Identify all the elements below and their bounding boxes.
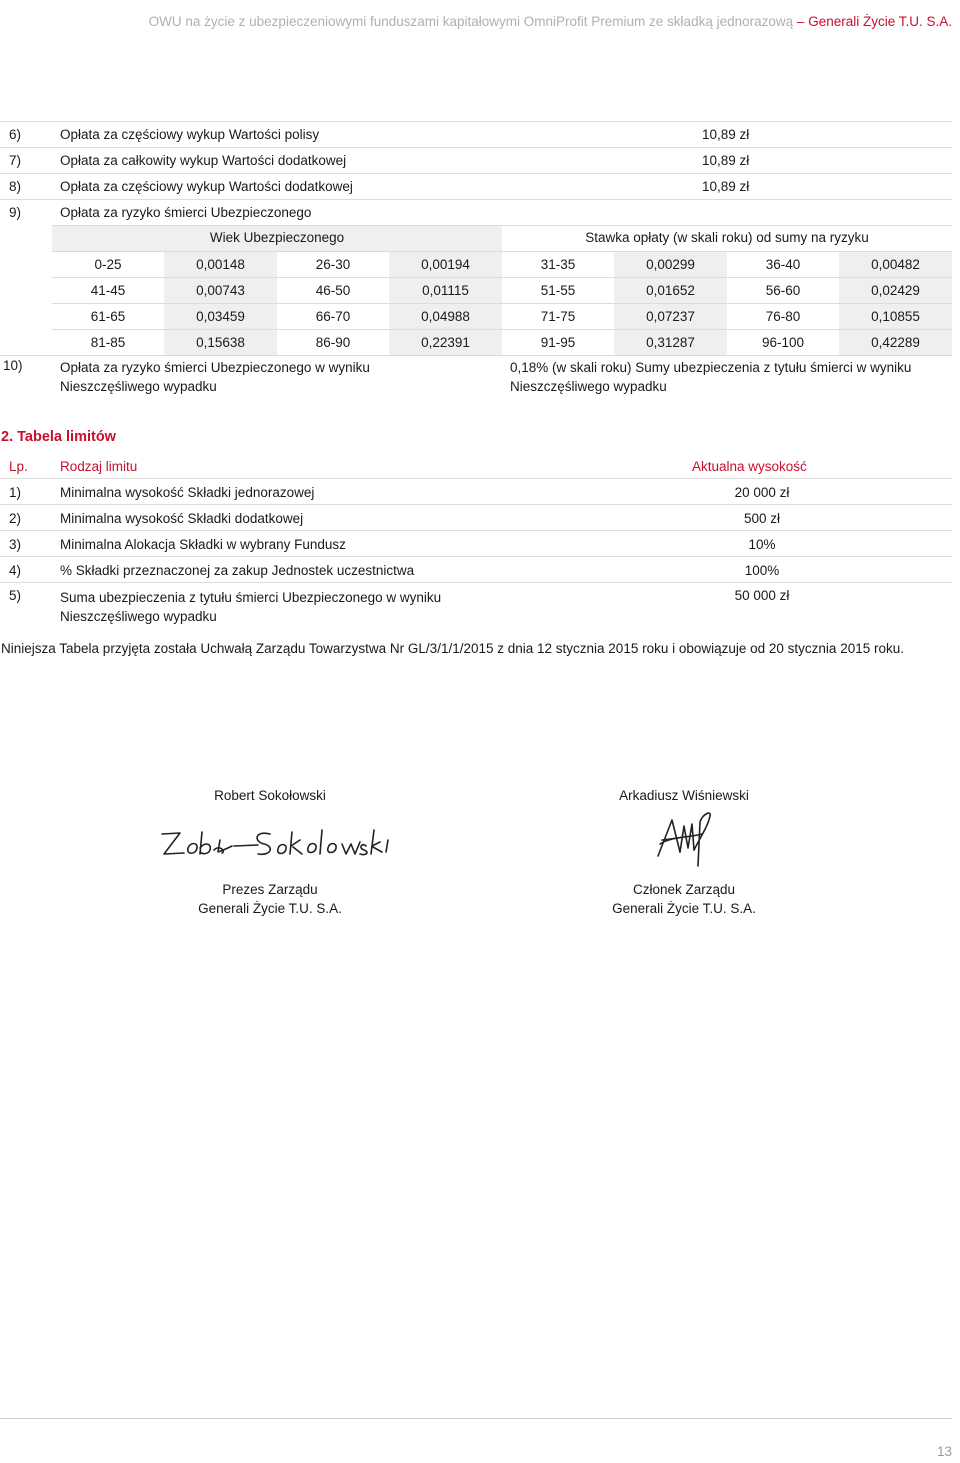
rate-cell: 0,00743 [164,278,277,303]
header-separator: – [796,14,805,29]
row-divider [0,530,952,531]
rate-cell: 0,22391 [389,330,502,355]
signatory-name: Robert Sokołowski [214,788,326,803]
fee-num: 9) [9,205,22,220]
age-range-cell: 46-50 [315,283,351,298]
closing-paragraph: Niniejsza Tabela przyjęta została Uchwałą Zarządu Towarzystwa Nr GL/3/1/1/2015 z dnia 12 stycznia 2015 roku i obowiązuje od 20 stycznia 2015 roku. [1,641,904,656]
header-doc-title: OWU na życie z ubezpieczeniowymi funduszami kapitałowymi OmniProfit Premium ze składką jednorazową [148,14,794,29]
fee-num: 10) [3,358,23,373]
limit-label: Minimalna Alokacja Składki w wybrany Fundusz [60,537,346,552]
rate-cell: 0,04988 [389,304,502,329]
rate-cell: 0,00194 [389,252,502,277]
signatory-title-left [150,880,390,918]
limit-label: Minimalna wysokość Składki jednorazowej [60,485,315,500]
rate-cell: 0,02429 [839,278,952,303]
signatory-company: Generali Życie T.U. S.A. [612,901,756,916]
limit-label [60,588,441,626]
footer-divider [0,1418,952,1419]
fee-label-line: Opłata za ryzyko śmierci Ubezpieczonego w wyniku [60,360,370,375]
limit-num: 5) [9,588,22,603]
fee-value-line: Nieszczęśliwego wypadku [510,379,667,394]
age-range-cell: 26-30 [315,257,351,272]
row-divider [0,478,952,479]
fee-num: 8) [9,179,22,194]
limits-section-title: 2. Tabela limitów [1,429,116,445]
row-divider [0,173,952,174]
row-divider [0,504,952,505]
limit-value: 50 000 zł [734,588,790,603]
signatory-role: Prezes Zarządu [222,882,318,897]
fee-num: 6) [9,127,22,142]
col-header-value: Aktualna wysokość [692,459,807,474]
limit-label: Minimalna wysokość Składki dodatkowej [60,511,304,526]
rate-cell: 0,01652 [614,278,727,303]
limit-label-line: Suma ubezpieczenia z tytułu śmierci Ubezpieczonego w wyniku [60,590,442,605]
rate-cell: 0,15638 [164,330,277,355]
age-range-cell: 36-40 [765,257,801,272]
limit-value: 20 000 zł [734,485,790,500]
signatory-role: Członek Zarządu [632,882,736,897]
signature-block-right [564,786,804,805]
fee-label-line: Nieszczęśliwego wypadku [60,379,217,394]
rate-cell: 0,31287 [614,330,727,355]
age-header: Wiek Ubezpieczonego [209,230,345,245]
row-divider [52,225,952,226]
age-range-cell: 41-45 [90,283,126,298]
row-divider [0,582,952,583]
age-range-cell: 61-65 [90,309,126,324]
limit-value: 500 zł [743,511,781,526]
limit-num: 1) [9,485,22,500]
signature-block-left [150,786,390,805]
rate-cell: 0,00299 [614,252,727,277]
limit-num: 3) [9,537,22,552]
fee-num: 7) [9,153,22,168]
fee-label: Opłata za całkowity wykup Wartości dodatkowej [60,153,347,168]
age-range-cell: 81-85 [90,335,126,350]
rate-cell: 0,07237 [614,304,727,329]
row-divider [0,355,952,356]
age-range-cell: 0-25 [94,257,122,272]
signatory-title-right [564,880,804,918]
rate-cell: 0,00148 [164,252,277,277]
fee-label [60,358,370,396]
row-divider [0,121,952,122]
age-range-cell: 86-90 [315,335,351,350]
fee-value [510,358,911,396]
limit-label-line: Nieszczęśliwego wypadku [60,609,217,624]
handwritten-signature-left [150,822,400,868]
col-header-lp: Lp. [9,459,28,474]
fee-value: 10,89 zł [702,153,750,168]
limit-value: 100% [744,563,780,578]
rate-cell: 0,10855 [839,304,952,329]
row-divider [0,147,952,148]
fee-value-line: 0,18% (w skali roku) Sumy ubezpieczenia z tytułu śmierci w wyniku [510,360,912,375]
age-range-cell: 31-35 [540,257,576,272]
rate-cell: 0,01115 [389,278,502,303]
page-number: 13 [936,1444,952,1459]
signatory-name: Arkadiusz Wiśniewski [619,788,749,803]
age-range-cell: 66-70 [315,309,351,324]
col-header-type: Rodzaj limitu [60,459,138,474]
age-range-cell: 56-60 [765,283,801,298]
age-range-cell: 96-100 [761,335,805,350]
document-header [149,14,952,29]
age-range-cell: 76-80 [765,309,801,324]
limit-num: 2) [9,511,22,526]
limit-value: 10% [748,537,776,552]
rate-cell: 0,03459 [164,304,277,329]
fee-value: 10,89 zł [702,179,750,194]
header-company: Generali Życie T.U. S.A. [808,14,952,29]
limit-num: 4) [9,563,22,578]
signatory-company: Generali Życie T.U. S.A. [198,901,342,916]
rate-header: Stawka opłaty (w skali roku) od sumy na ryzyku [585,230,869,245]
rate-cell: 0,00482 [839,252,952,277]
row-divider [0,556,952,557]
fee-label: Opłata za ryzyko śmierci Ubezpieczonego [60,205,312,220]
row-divider [0,199,952,200]
fee-label: Opłata za częściowy wykup Wartości polisy [60,127,320,142]
age-range-cell: 71-75 [540,309,576,324]
age-range-cell: 91-95 [540,335,576,350]
age-range-cell: 51-55 [540,283,576,298]
fee-value: 10,89 zł [702,127,750,142]
handwritten-signature-right [650,808,720,870]
rate-cell: 0,42289 [839,330,952,355]
limit-label: % Składki przeznaczonej za zakup Jednostek uczestnictwa [60,563,415,578]
fee-label: Opłata za częściowy wykup Wartości dodatkowej [60,179,353,194]
